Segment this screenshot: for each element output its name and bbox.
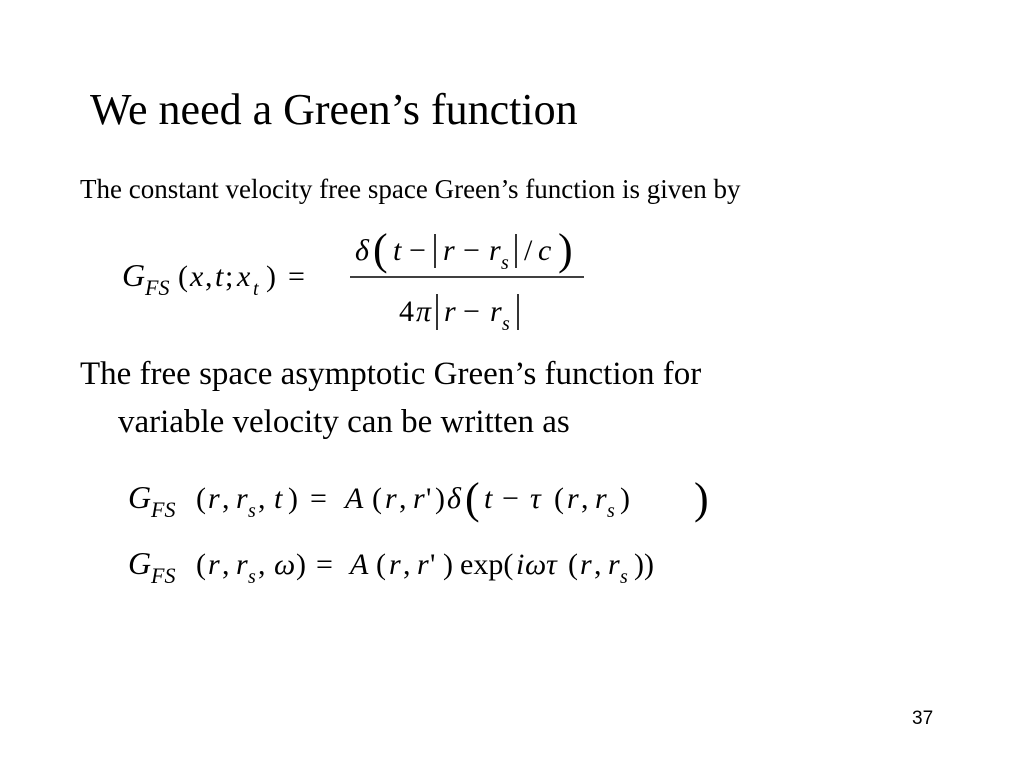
svg-text:,: , bbox=[399, 482, 407, 515]
svg-text:τ: τ bbox=[530, 482, 541, 515]
svg-text:FS: FS bbox=[151, 497, 176, 522]
svg-text:,: , bbox=[222, 482, 230, 515]
svg-text:/: / bbox=[524, 234, 533, 267]
svg-text:x: x bbox=[190, 260, 204, 293]
svg-text:r: r bbox=[490, 295, 502, 328]
svg-text:exp(: exp( bbox=[460, 548, 514, 581]
svg-text:r: r bbox=[208, 482, 220, 515]
svg-text:τ: τ bbox=[546, 548, 557, 581]
page-number: 37 bbox=[912, 708, 934, 729]
svg-text:−: − bbox=[463, 234, 480, 267]
svg-text:FS: FS bbox=[145, 275, 170, 300]
svg-text:r: r bbox=[444, 295, 456, 328]
svg-text:s: s bbox=[501, 252, 509, 274]
svg-text:r: r bbox=[567, 482, 579, 515]
svg-text:t: t bbox=[253, 278, 259, 300]
svg-text:r: r bbox=[608, 548, 620, 581]
svg-text:,: , bbox=[403, 548, 411, 581]
svg-text:): ) bbox=[288, 482, 298, 515]
svg-text:=: = bbox=[316, 548, 333, 581]
svg-text:A: A bbox=[345, 482, 364, 515]
svg-text:): ) bbox=[266, 260, 276, 293]
svg-text:c: c bbox=[538, 234, 552, 267]
svg-text:(: ( bbox=[376, 548, 386, 581]
svg-text:': ' bbox=[426, 482, 432, 515]
svg-text:(: ( bbox=[554, 482, 564, 515]
svg-text:r: r bbox=[236, 482, 248, 515]
svg-text:s: s bbox=[248, 566, 256, 588]
svg-text:): ) bbox=[620, 482, 630, 515]
svg-text:(: ( bbox=[196, 548, 206, 581]
svg-text:r: r bbox=[443, 234, 455, 267]
svg-text:): ) bbox=[296, 548, 306, 581]
svg-text:t: t bbox=[215, 260, 224, 293]
svg-text:): ) bbox=[694, 474, 709, 523]
svg-text:δ: δ bbox=[355, 234, 369, 267]
svg-text:ω: ω bbox=[525, 548, 547, 581]
svg-text:t: t bbox=[274, 482, 283, 515]
svg-text:(: ( bbox=[178, 260, 188, 293]
svg-text:x: x bbox=[237, 260, 251, 293]
svg-text:4: 4 bbox=[399, 295, 414, 328]
svg-text:G: G bbox=[128, 545, 152, 581]
svg-text:s: s bbox=[607, 500, 615, 522]
svg-text:(: ( bbox=[568, 548, 578, 581]
svg-text:,: , bbox=[258, 482, 266, 515]
svg-text:r: r bbox=[595, 482, 607, 515]
svg-text:,: , bbox=[581, 482, 589, 515]
svg-text:r: r bbox=[417, 548, 429, 581]
svg-text:(: ( bbox=[373, 225, 388, 274]
svg-text:s: s bbox=[502, 313, 510, 335]
svg-text:A: A bbox=[350, 548, 369, 581]
svg-text:r: r bbox=[489, 234, 501, 267]
paragraph-line-2: variable velocity can be written as bbox=[118, 404, 570, 440]
svg-text:t: t bbox=[484, 482, 493, 515]
svg-text:(: ( bbox=[196, 482, 206, 515]
svg-text:−: − bbox=[463, 295, 480, 328]
svg-text:,: , bbox=[222, 548, 230, 581]
svg-text:=: = bbox=[310, 482, 327, 515]
svg-text:s: s bbox=[248, 500, 256, 522]
intro-text: The constant velocity free space Green’s function is given by bbox=[80, 174, 741, 204]
svg-text:,: , bbox=[594, 548, 602, 581]
svg-text:): ) bbox=[558, 225, 573, 274]
svg-text:π: π bbox=[416, 295, 432, 328]
svg-text:r: r bbox=[208, 548, 220, 581]
svg-text:G: G bbox=[128, 479, 152, 515]
svg-text:i: i bbox=[516, 548, 525, 581]
svg-text:=: = bbox=[288, 260, 305, 293]
svg-text:r: r bbox=[413, 482, 425, 515]
svg-text:FS: FS bbox=[151, 563, 176, 588]
svg-text:G: G bbox=[122, 257, 146, 293]
svg-text:t: t bbox=[393, 234, 402, 267]
svg-text:': ' bbox=[430, 548, 436, 581]
svg-text:s: s bbox=[620, 566, 628, 588]
equation-frequency-domain bbox=[124, 540, 784, 596]
svg-text:r: r bbox=[580, 548, 592, 581]
svg-text:r: r bbox=[236, 548, 248, 581]
svg-text:−: − bbox=[502, 482, 519, 515]
svg-text:): ) bbox=[443, 548, 453, 581]
svg-text:ω: ω bbox=[274, 548, 296, 581]
svg-text:)): )) bbox=[634, 548, 654, 581]
svg-text:r: r bbox=[385, 482, 397, 515]
paragraph-line-1: The free space asymptotic Green’s function for bbox=[80, 356, 702, 392]
svg-text:(: ( bbox=[465, 474, 480, 523]
svg-text:,: , bbox=[205, 260, 213, 293]
svg-text:−: − bbox=[409, 234, 426, 267]
svg-text:;: ; bbox=[225, 260, 234, 293]
slide-title: We need a Green’s function bbox=[90, 85, 578, 134]
svg-text:δ: δ bbox=[447, 482, 461, 515]
svg-text:(: ( bbox=[372, 482, 382, 515]
svg-text:,: , bbox=[258, 548, 266, 581]
equation-time-domain bbox=[124, 474, 744, 530]
svg-text:r: r bbox=[389, 548, 401, 581]
equation-constant-velocity bbox=[118, 222, 598, 342]
svg-text:): ) bbox=[435, 482, 445, 515]
